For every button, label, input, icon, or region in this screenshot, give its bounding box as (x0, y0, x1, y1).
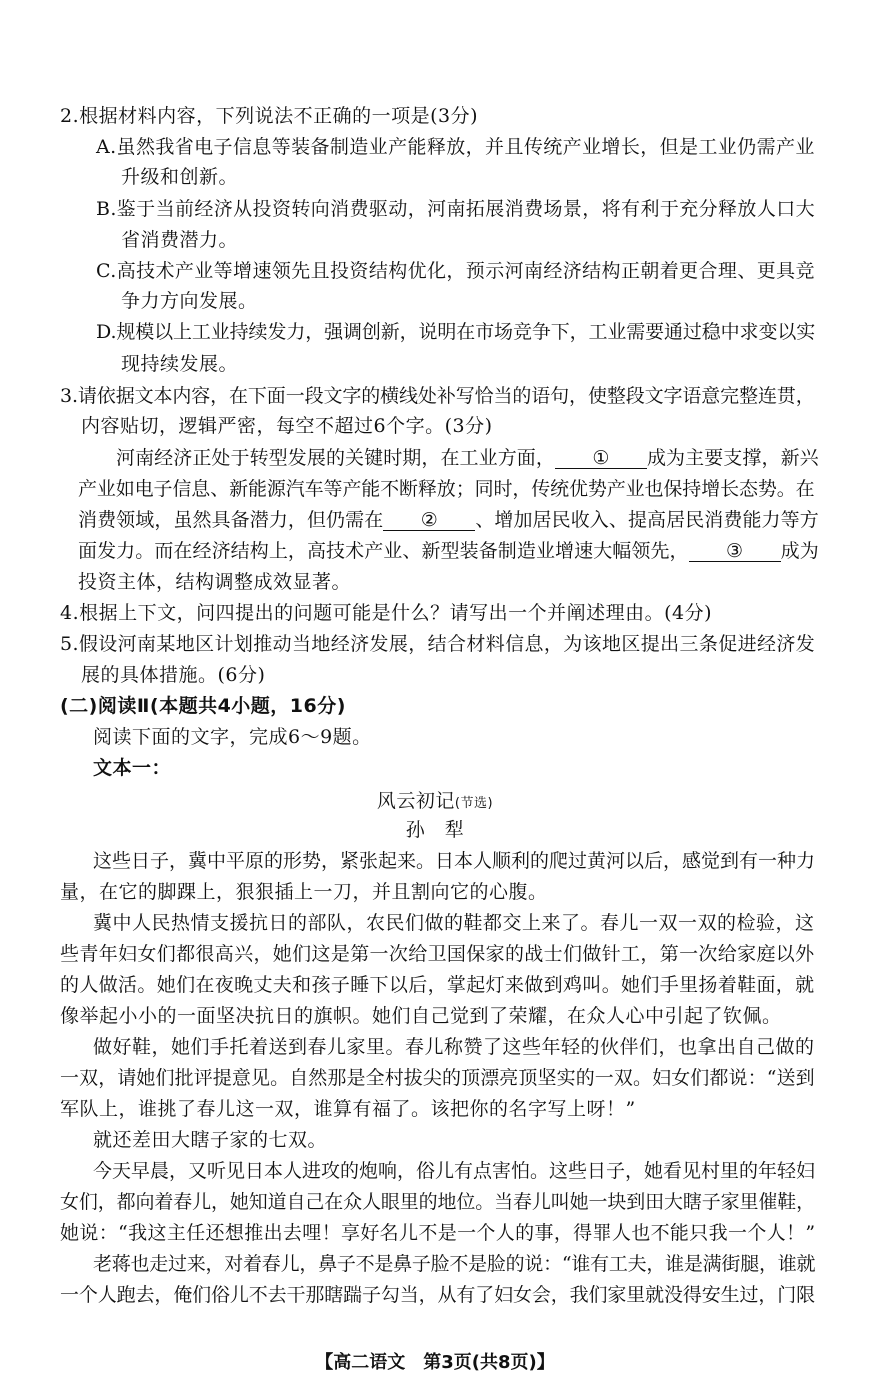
article-line: 今天早晨，又听见日本人进攻的炮响，俗儿有点害怕。这些日子，她看见村里的年轻妇 (93, 1160, 816, 1182)
q3-blank-1[interactable]: ① (555, 448, 647, 469)
q2-option-a-line2: 升级和创新。 (121, 166, 239, 188)
article-line: 老蒋也走过来，对着春儿，鼻子不是鼻子脸不是脸的说：“谁有工夫，谁是满街腿，谁就 (93, 1253, 816, 1275)
q3-stem-line2: 内容贴切，逻辑严密，每空不超过6个字。(3分) (81, 415, 493, 437)
article-line: 就还差田大瞎子家的七双。 (93, 1129, 328, 1151)
section-instruction: 阅读下面的文字，完成6～9题。 (93, 726, 372, 748)
q3-passage-text: 河南经济正处于转型发展的关键时期，在工业方面， (116, 447, 555, 469)
q3-passage-text: 成为主要支撑，新兴 (646, 447, 819, 469)
article-title-line (0, 789, 870, 816)
q2-stem: 2.根据材料内容，下列说法不正确的一项是(3分) (60, 105, 479, 127)
q2-option-d-line1: D.规模以上工业持续发力，强调创新，说明在市场竞争下，工业需要通过稳中求变以实 (96, 321, 816, 343)
article-title: 风云初记 (376, 790, 455, 812)
q2-option-b-line2: 省消费潜力。 (121, 229, 239, 251)
article-line: 做好鞋，她们手托着送到春儿家里。春儿称赞了这些年轻的伙伴们，也拿出自己做的 (93, 1036, 815, 1058)
q3-blank-3[interactable]: ③ (689, 541, 781, 562)
section-heading: (二)阅读Ⅱ(本题共4小题，16分) (60, 695, 346, 717)
q5-stem-line2: 展的具体措施。(6分) (81, 664, 266, 686)
q4-stem: 4.根据上下文，问四提出的问题可能是什么？请写出一个并阐述理由。(4分) (60, 602, 713, 624)
article-author: 孙 犁 (405, 819, 465, 841)
q3-blank-2[interactable]: ② (383, 510, 475, 531)
article-line: 像举起小小的一面坚决抗日的旗帜。她们自己觉到了荣耀，在众人心中引起了钦佩。 (60, 1005, 782, 1027)
q3-passage-line1 (116, 446, 819, 470)
article-line: 冀中人民热情支援抗日的部队，农民们做的鞋都交上来了。春儿一双一双的检验，这 (93, 912, 815, 934)
article-title-note: (节选) (454, 796, 494, 811)
q2-option-d-line2: 现持续发展。 (121, 353, 239, 375)
article-line: 这些日子，冀中平原的形势，紧张起来。日本人顺利的爬过黄河以后，感觉到有一种力 (93, 850, 816, 872)
article-line: 些青年妇女们都很高兴，她们这是第一次给卫国保家的战士们做针工，第一次给家庭以外 (60, 943, 815, 965)
q2-option-a-line1: A.虽然我省电子信息等装备制造业产能释放，并且传统产业增长，但是工业仍需产业 (96, 136, 815, 158)
q2-option-b-line1: B.鉴于当前经济从投资转向消费驱动，河南拓展消费场景，将有利于充分释放人口大 (96, 198, 816, 220)
article-line: 量，在它的脚踝上，狠狠插上一刀，并且割向它的心腹。 (60, 881, 548, 903)
q3-passage-line3 (78, 508, 819, 532)
article-line: 女们，都向着春儿，她知道自己在众人眼里的地位。当春儿叫她一块到田大瞎子家里催鞋， (60, 1191, 816, 1213)
q3-stem-line1: 3.请依据文本内容，在下面一段文字的横线处补写恰当的语句，使整段文字语意完整连贯， (60, 385, 815, 407)
q2-option-c-line1: C.高技术产业等增速领先且投资结构优化，预示河南经济结构正朝着更合理、更具竞 (96, 260, 815, 282)
article-line: 她说：“我这主任还想推出去哩！享好名儿不是一个人的事，得罪人也不能只我一个人！” (60, 1222, 816, 1244)
article-line: 军队上，谁挑了春儿这一双，谁算有福了。该把你的名字写上呀！” (60, 1098, 636, 1120)
q3-passage-line2: 产业如电子信息、新能源汽车等产能不断释放；同时，传统优势产业也保持增长态势。在 (78, 478, 815, 500)
page-footer: 【高二语文 第3页(共8页)】 (315, 1352, 555, 1373)
q3-passage-text: 面发力。而在经济结构上，高技术产业、新型装备制造业增速大幅领先， (78, 540, 689, 562)
q3-passage-text: 、增加居民收入、提高居民消费能力等方 (475, 509, 819, 531)
q3-passage-text: 消费领域，虽然具备潜力，但仍需在 (78, 509, 384, 531)
q3-passage-line4 (78, 539, 819, 563)
q5-stem-line1: 5.假设河南某地区计划推动当地经济发展，结合材料信息，为该地区提出三条促进经济发 (60, 633, 816, 655)
q2-option-c-line2: 争力方向发展。 (121, 290, 258, 312)
q3-passage-text: 成为 (780, 540, 819, 562)
text-label: 文本一： (93, 757, 172, 779)
article-line: 的人做活。她们在夜晚丈夫和孩子睡下以后，掌起灯来做到鸡叫。她们手里扬着鞋面，就 (60, 974, 815, 996)
q3-passage-line5: 投资主体，结构调整成效显著。 (78, 571, 352, 593)
article-line: 一个人跑去，俺们俗儿不去干那瞎踹子勾当，从有了妇女会，我们家里就没得安生过，门限 (60, 1284, 816, 1306)
article-line: 一双，请她们批评提意见。自然那是全村拔尖的顶漂亮顶坚实的一双。妇女们都说：“送到 (60, 1067, 815, 1089)
